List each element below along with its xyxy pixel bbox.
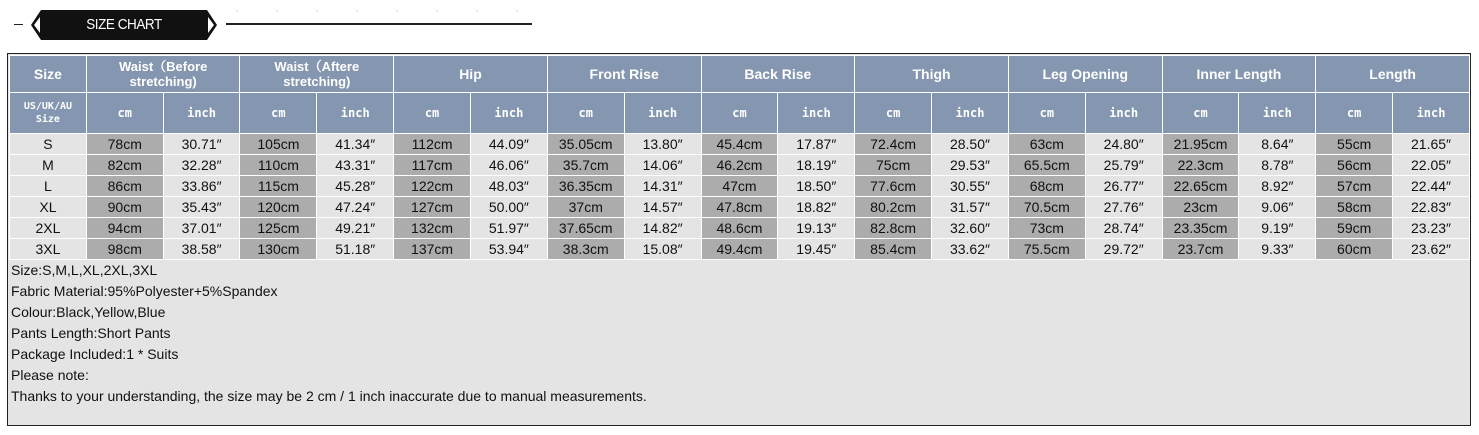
measurement-cm-cell: 77.6cm bbox=[855, 176, 932, 197]
measurement-cm-cell: 23cm bbox=[1162, 197, 1239, 218]
measurement-cm-cell: 94cm bbox=[86, 218, 163, 239]
note-pants-length: Pants Length:Short Pants bbox=[11, 325, 171, 341]
measurement-cm-cell: 37cm bbox=[547, 197, 624, 218]
measurement-cm-cell: 22.65cm bbox=[1162, 176, 1239, 197]
measurement-cm-cell: 49.4cm bbox=[701, 239, 778, 260]
measurement-cm-cell: 75.5cm bbox=[1008, 239, 1085, 260]
measurement-inch-cell: 8.78″ bbox=[1239, 155, 1316, 176]
measurement-inch-cell: 49.21″ bbox=[317, 218, 394, 239]
note-colour: Colour:Black,Yellow,Blue bbox=[11, 304, 166, 320]
unit-header-inch: inch bbox=[163, 93, 240, 134]
measurement-cm-cell: 70.5cm bbox=[1008, 197, 1085, 218]
measurement-inch-cell: 46.06″ bbox=[470, 155, 547, 176]
note-package: Package Included:1 * Suits bbox=[11, 346, 179, 362]
unit-header-inch: inch bbox=[1239, 93, 1316, 134]
measurement-inch-cell: 29.53″ bbox=[932, 155, 1009, 176]
measurement-cm-cell: 127cm bbox=[394, 197, 471, 218]
column-header: Waist（Before stretching) bbox=[86, 56, 240, 93]
note-accuracy: Thanks to your understanding, the size may be 2 cm / 1 inch inaccurate due to manual measurements. bbox=[11, 388, 647, 404]
measurement-cm-cell: 75cm bbox=[855, 155, 932, 176]
measurement-inch-cell: 31.57″ bbox=[932, 197, 1009, 218]
measurement-inch-cell: 22.05″ bbox=[1393, 155, 1470, 176]
column-header: Inner Length bbox=[1162, 56, 1316, 93]
measurement-cm-cell: 58cm bbox=[1316, 197, 1393, 218]
measurement-inch-cell: 21.65″ bbox=[1393, 134, 1470, 155]
measurement-inch-cell: 30.55″ bbox=[932, 176, 1009, 197]
measurement-inch-cell: 23.23″ bbox=[1393, 218, 1470, 239]
measurement-inch-cell: 50.00″ bbox=[470, 197, 547, 218]
measurement-cm-cell: 47.8cm bbox=[701, 197, 778, 218]
banner-tag bbox=[31, 10, 217, 40]
measurement-cm-cell: 130cm bbox=[240, 239, 317, 260]
measurement-cm-cell: 120cm bbox=[240, 197, 317, 218]
measurement-inch-cell: 18.82″ bbox=[778, 197, 855, 218]
table-header-row bbox=[10, 56, 1470, 93]
measurement-cm-cell: 47cm bbox=[701, 176, 778, 197]
measurement-cm-cell: 35.7cm bbox=[547, 155, 624, 176]
measurement-inch-cell: 51.18″ bbox=[317, 239, 394, 260]
measurement-inch-cell: 15.08″ bbox=[624, 239, 701, 260]
measurement-cm-cell: 55cm bbox=[1316, 134, 1393, 155]
measurement-inch-cell: 43.31″ bbox=[317, 155, 394, 176]
measurement-cm-cell: 21.95cm bbox=[1162, 134, 1239, 155]
measurement-cm-cell: 82cm bbox=[86, 155, 163, 176]
measurement-inch-cell: 53.94″ bbox=[470, 239, 547, 260]
measurement-inch-cell: 9.06″ bbox=[1239, 197, 1316, 218]
column-header: Back Rise bbox=[701, 56, 855, 93]
measurement-cm-cell: 23.7cm bbox=[1162, 239, 1239, 260]
unit-header-cm: cm bbox=[1162, 93, 1239, 134]
measurement-inch-cell: 29.72″ bbox=[1085, 239, 1162, 260]
size-label-cell: 2XL bbox=[10, 218, 87, 239]
measurement-cm-cell: 59cm bbox=[1316, 218, 1393, 239]
product-notes bbox=[11, 260, 1461, 407]
measurement-cm-cell: 82.8cm bbox=[855, 218, 932, 239]
measurement-inch-cell: 17.87″ bbox=[778, 134, 855, 155]
measurement-cm-cell: 98cm bbox=[86, 239, 163, 260]
unit-header-cm: cm bbox=[1008, 93, 1085, 134]
measurement-inch-cell: 14.31″ bbox=[624, 176, 701, 197]
measurement-inch-cell: 13.80″ bbox=[624, 134, 701, 155]
measurement-inch-cell: 8.64″ bbox=[1239, 134, 1316, 155]
measurement-cm-cell: 46.2cm bbox=[701, 155, 778, 176]
measurement-cm-cell: 125cm bbox=[240, 218, 317, 239]
measurement-inch-cell: 35.43″ bbox=[163, 197, 240, 218]
measurement-inch-cell: 37.01″ bbox=[163, 218, 240, 239]
table-row bbox=[10, 176, 1470, 197]
banner-left-dash bbox=[14, 24, 23, 25]
measurement-inch-cell: 32.60″ bbox=[932, 218, 1009, 239]
measurement-inch-cell: 47.24″ bbox=[317, 197, 394, 218]
measurement-cm-cell: 23.35cm bbox=[1162, 218, 1239, 239]
measurement-cm-cell: 110cm bbox=[240, 155, 317, 176]
size-label-cell: S bbox=[10, 134, 87, 155]
measurement-inch-cell: 44.09″ bbox=[470, 134, 547, 155]
note-sizes: Size:S,M,L,XL,2XL,3XL bbox=[11, 262, 158, 278]
measurement-cm-cell: 68cm bbox=[1008, 176, 1085, 197]
unit-header-inch: inch bbox=[470, 93, 547, 134]
measurement-cm-cell: 22.3cm bbox=[1162, 155, 1239, 176]
unit-header-cm: cm bbox=[701, 93, 778, 134]
measurement-inch-cell: 23.62″ bbox=[1393, 239, 1470, 260]
measurement-cm-cell: 45.4cm bbox=[701, 134, 778, 155]
unit-header-inch: inch bbox=[317, 93, 394, 134]
measurement-cm-cell: 57cm bbox=[1316, 176, 1393, 197]
measurement-inch-cell: 26.77″ bbox=[1085, 176, 1162, 197]
measurement-cm-cell: 38.3cm bbox=[547, 239, 624, 260]
size-table-body bbox=[10, 134, 1470, 260]
measurement-inch-cell: 48.03″ bbox=[470, 176, 547, 197]
size-sub-header: US/UK/AU Size bbox=[10, 93, 87, 134]
measurement-cm-cell: 117cm bbox=[394, 155, 471, 176]
measurement-inch-cell: 33.62″ bbox=[932, 239, 1009, 260]
measurement-inch-cell: 28.50″ bbox=[932, 134, 1009, 155]
measurement-cm-cell: 137cm bbox=[394, 239, 471, 260]
measurement-cm-cell: 86cm bbox=[86, 176, 163, 197]
measurement-cm-cell: 112cm bbox=[394, 134, 471, 155]
unit-header-cm: cm bbox=[855, 93, 932, 134]
unit-header-inch: inch bbox=[932, 93, 1009, 134]
size-label-cell: M bbox=[10, 155, 87, 176]
measurement-inch-cell: 45.28″ bbox=[317, 176, 394, 197]
measurement-inch-cell: 30.71″ bbox=[163, 134, 240, 155]
measurement-cm-cell: 48.6cm bbox=[701, 218, 778, 239]
measurement-inch-cell: 19.45″ bbox=[778, 239, 855, 260]
size-label-cell: L bbox=[10, 176, 87, 197]
measurement-cm-cell: 36.35cm bbox=[547, 176, 624, 197]
banner-rule bbox=[226, 23, 532, 25]
column-header: Hip bbox=[394, 56, 548, 93]
column-header: Front Rise bbox=[547, 56, 701, 93]
column-header: Length bbox=[1316, 56, 1470, 93]
size-chart-frame bbox=[7, 53, 1471, 426]
unit-header-cm: cm bbox=[1316, 93, 1393, 134]
measurement-inch-cell: 28.74″ bbox=[1085, 218, 1162, 239]
measurement-inch-cell: 41.34″ bbox=[317, 134, 394, 155]
table-row bbox=[10, 197, 1470, 218]
measurement-inch-cell: 8.92″ bbox=[1239, 176, 1316, 197]
measurement-cm-cell: 56cm bbox=[1316, 155, 1393, 176]
measurement-inch-cell: 33.86″ bbox=[163, 176, 240, 197]
size-chart-banner bbox=[0, 0, 1479, 48]
measurement-cm-cell: 37.65cm bbox=[547, 218, 624, 239]
measurement-cm-cell: 73cm bbox=[1008, 218, 1085, 239]
size-label-cell: 3XL bbox=[10, 239, 87, 260]
column-header: Leg Opening bbox=[1008, 56, 1162, 93]
measurement-cm-cell: 85.4cm bbox=[855, 239, 932, 260]
measurement-cm-cell: 122cm bbox=[394, 176, 471, 197]
measurement-cm-cell: 60cm bbox=[1316, 239, 1393, 260]
measurement-cm-cell: 132cm bbox=[394, 218, 471, 239]
size-column-header: Size bbox=[10, 56, 87, 93]
measurement-inch-cell: 24.80″ bbox=[1085, 134, 1162, 155]
measurement-cm-cell: 80.2cm bbox=[855, 197, 932, 218]
unit-header-cm: cm bbox=[394, 93, 471, 134]
measurement-inch-cell: 14.57″ bbox=[624, 197, 701, 218]
unit-header-cm: cm bbox=[86, 93, 163, 134]
measurement-cm-cell: 78cm bbox=[86, 134, 163, 155]
column-header: Thigh bbox=[855, 56, 1009, 93]
measurement-cm-cell: 105cm bbox=[240, 134, 317, 155]
unit-header-inch: inch bbox=[624, 93, 701, 134]
measurement-cm-cell: 72.4cm bbox=[855, 134, 932, 155]
banner-dotted-line bbox=[236, 10, 536, 12]
measurement-cm-cell: 65.5cm bbox=[1008, 155, 1085, 176]
note-fabric: Fabric Material:95%Polyester+5%Spandex bbox=[11, 283, 278, 299]
size-label-cell: XL bbox=[10, 197, 87, 218]
table-row bbox=[10, 155, 1470, 176]
unit-header-inch: inch bbox=[778, 93, 855, 134]
measurement-inch-cell: 25.79″ bbox=[1085, 155, 1162, 176]
unit-header-inch: inch bbox=[1393, 93, 1470, 134]
measurement-inch-cell: 18.50″ bbox=[778, 176, 855, 197]
measurement-inch-cell: 18.19″ bbox=[778, 155, 855, 176]
unit-header-cm: cm bbox=[240, 93, 317, 134]
unit-header-cm: cm bbox=[547, 93, 624, 134]
measurement-inch-cell: 14.82″ bbox=[624, 218, 701, 239]
measurement-inch-cell: 9.19″ bbox=[1239, 218, 1316, 239]
measurement-cm-cell: 63cm bbox=[1008, 134, 1085, 155]
measurement-cm-cell: 35.05cm bbox=[547, 134, 624, 155]
measurement-inch-cell: 19.13″ bbox=[778, 218, 855, 239]
table-unit-row bbox=[10, 93, 1470, 134]
unit-header-inch: inch bbox=[1085, 93, 1162, 134]
measurement-inch-cell: 27.76″ bbox=[1085, 197, 1162, 218]
measurement-inch-cell: 22.83″ bbox=[1393, 197, 1470, 218]
column-header: Waist（Aftere stretching) bbox=[240, 56, 394, 93]
measurement-inch-cell: 14.06″ bbox=[624, 155, 701, 176]
measurement-cm-cell: 115cm bbox=[240, 176, 317, 197]
banner-title: SIZE CHART bbox=[86, 16, 162, 33]
measurement-inch-cell: 9.33″ bbox=[1239, 239, 1316, 260]
table-row bbox=[10, 239, 1470, 260]
measurement-cm-cell: 90cm bbox=[86, 197, 163, 218]
size-table bbox=[9, 55, 1470, 260]
measurement-inch-cell: 51.97″ bbox=[470, 218, 547, 239]
measurement-inch-cell: 38.58″ bbox=[163, 239, 240, 260]
table-row bbox=[10, 218, 1470, 239]
measurement-inch-cell: 32.28″ bbox=[163, 155, 240, 176]
measurement-inch-cell: 22.44″ bbox=[1393, 176, 1470, 197]
note-please-note: Please note: bbox=[11, 367, 89, 383]
table-row bbox=[10, 134, 1470, 155]
